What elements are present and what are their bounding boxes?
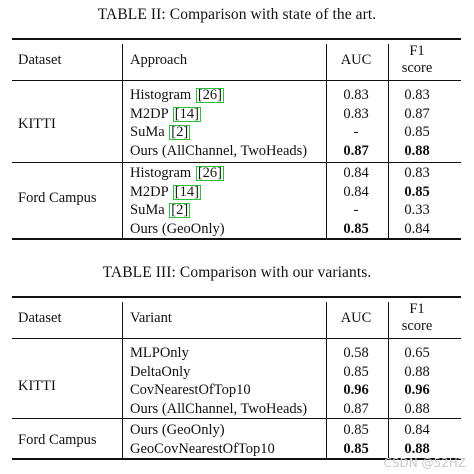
table3-dataset-kitti: KITTI [18, 378, 56, 394]
table2-kitti-row-3-name: Ours (AllChannel, TwoHeads) [130, 142, 308, 159]
table2-top-rule [12, 38, 461, 40]
table3-kitti-row-1-auc: 0.85 [343, 363, 369, 380]
table3-kitti-row-3-auc: 0.87 [343, 400, 369, 417]
table3-dataset-ford: Ford Campus [18, 432, 97, 448]
table2-vline-2 [326, 44, 327, 238]
table2-kitti-row-0-name: Histogram [26] [130, 87, 223, 103]
table3-group-rule [12, 418, 461, 419]
table3-kitti-row-2-name: CovNearestOfTop10 [130, 382, 251, 398]
table2-header-rule [12, 80, 461, 81]
table3-kitti-row-0-f1: 0.65 [404, 345, 430, 361]
table2-bottom-rule [12, 238, 461, 240]
table2-kitti-row-3-f1: 0.88 [404, 142, 430, 159]
table2-kitti-row-0-auc: 0.83 [343, 87, 369, 103]
table2-ford-row-2-auc: - [353, 202, 359, 218]
table2-dataset-ford: Ford Campus [18, 190, 97, 206]
table2-kitti-row-2-f1: 0.85 [404, 124, 430, 140]
table2-kitti-row-2-auc: - [353, 124, 359, 140]
table3-kitti-row-3-f1: 0.88 [404, 400, 430, 417]
table2-kitti-row-2-name: SuMa [2] [130, 124, 189, 140]
table2-ford-row-0-citation-link[interactable]: [26] [197, 165, 223, 181]
table3-header-rule [12, 338, 461, 339]
table2-header-auc: AUC [340, 52, 372, 68]
table3-ford-row-1-name: GeoCovNearestOfTop10 [130, 440, 275, 457]
table2-ford-row-2-name: SuMa [2] [130, 202, 189, 218]
table3-kitti-row-0-name: MLPOnly [130, 345, 189, 361]
table2-ford-row-0-name: Histogram [26] [130, 165, 223, 181]
table2-kitti-row-1-citation-link[interactable]: [14] [174, 105, 199, 122]
table2-group-rule [12, 162, 461, 163]
table2-ford-row-3-name: Ours (GeoOnly) [130, 220, 225, 237]
table3-header-dataset: Dataset [18, 310, 62, 326]
table2-ford-row-1-name: M2DP [14] [130, 183, 199, 200]
table3-header-auc: AUC [340, 310, 372, 326]
table3-vline-1 [122, 302, 123, 458]
table3-caption: TABLE III: Comparison with our variants. [102, 264, 372, 281]
table2-kitti-row-2-citation-link[interactable]: [2] [171, 124, 189, 140]
table3-kitti-row-1-name: DeltaOnly [130, 363, 191, 380]
table3-ford-row-0-auc: 0.85 [343, 422, 369, 438]
table2-ford-row-1-citation-link[interactable]: [14] [174, 183, 199, 200]
table2-ford-row-1-auc: 0.84 [343, 183, 369, 200]
table3-vline-2 [326, 302, 327, 458]
table3-kitti-row-2-f1: 0.96 [404, 382, 430, 398]
table2-caption: TABLE II: Comparison with state of the art. [97, 6, 377, 23]
table2-kitti-row-0-citation-link[interactable]: [26] [197, 87, 223, 103]
table2-header-approach: Approach [130, 52, 188, 68]
table2-ford-row-3-auc: 0.85 [343, 220, 369, 237]
table3-kitti-row-2-auc: 0.96 [343, 382, 369, 398]
table2-ford-row-1-f1: 0.85 [404, 183, 430, 200]
table2-ford-row-2-citation-link[interactable]: [2] [171, 202, 189, 218]
table3-ford-row-0-name: Ours (GeoOnly) [130, 422, 225, 438]
table2-vline-3 [388, 44, 389, 238]
table3-ford-row-0-f1: 0.84 [404, 422, 430, 438]
watermark: CSDN @52HZ [383, 456, 466, 470]
table2-kitti-row-1-f1: 0.87 [404, 105, 430, 122]
table2-kitti-row-1-name: M2DP [14] [130, 105, 199, 122]
table3-ford-row-1-f1: 0.88 [404, 440, 430, 457]
table2-kitti-row-3-auc: 0.87 [343, 142, 369, 159]
table3-ford-row-1-auc: 0.85 [343, 440, 369, 457]
table2-kitti-row-1-auc: 0.83 [343, 105, 369, 122]
table2-ford-row-0-auc: 0.84 [343, 165, 369, 181]
table3-top-rule [12, 296, 461, 298]
table2-ford-row-0-f1: 0.83 [404, 165, 430, 181]
table3-vline-3 [388, 302, 389, 458]
table2-dataset-kitti: KITTI [18, 116, 56, 132]
table2-ford-row-3-f1: 0.84 [404, 220, 430, 237]
table3-kitti-row-0-auc: 0.58 [343, 345, 369, 361]
table2-kitti-row-0-f1: 0.83 [404, 87, 430, 103]
table3-header-f1: F1 score [401, 301, 433, 334]
table3-kitti-row-3-name: Ours (AllChannel, TwoHeads) [130, 400, 308, 417]
table2-vline-1 [122, 44, 123, 238]
table3-header-variant: Variant [130, 310, 172, 326]
table2-header-dataset: Dataset [18, 52, 62, 68]
table2-header-f1: F1 score [401, 43, 433, 76]
table3-kitti-row-1-f1: 0.88 [404, 363, 430, 380]
table2-ford-row-2-f1: 0.33 [404, 202, 430, 218]
